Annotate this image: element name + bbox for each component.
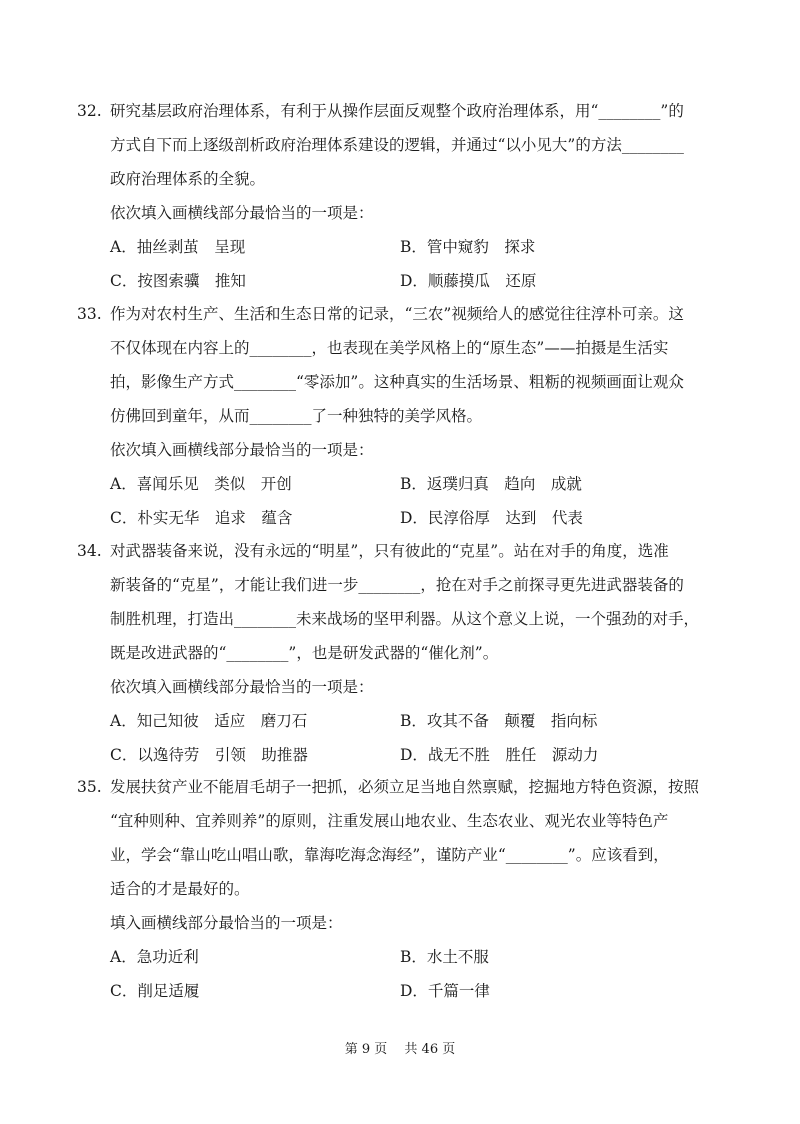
- question-prompt: 填入画横线部分最恰当的一项是：: [110, 914, 343, 932]
- option-a: A．喜闻乐见 类似 开创: [110, 475, 292, 493]
- question-number: 33.: [77, 305, 102, 323]
- question-text-line: 业，学会“靠山吃山唱山歌，靠海吃海念海经”，谨防产业“________”。应该看到，: [110, 846, 669, 864]
- question-number: 34.: [77, 542, 102, 560]
- question-text-line: 政府治理体系的全貌。: [110, 170, 266, 188]
- options-row: [77, 974, 727, 1008]
- option-c: C．朴实无华 追求 蕴含: [110, 509, 293, 527]
- option-b: B．返璞归真 趋向 成就: [400, 475, 582, 493]
- options-row: [77, 467, 727, 501]
- option-a: A．知己知彼 适应 磨刀石: [110, 712, 308, 730]
- option-d: D．千篇一律: [400, 982, 490, 1000]
- question-text-line: 制胜机理，打造出________未来战场的坚甲利器。从这个意义上说，一个强劲的对手，: [110, 610, 700, 628]
- question-prompt: 依次填入画横线部分最恰当的一项是：: [110, 441, 374, 459]
- question-34: [77, 534, 727, 772]
- option-d: D．顺藤摸瓜 还原: [400, 272, 537, 290]
- question-text-line: 不仅体现在内容上的________，也表现在美学风格上的“原生态”——拍摄是生活实: [110, 339, 669, 357]
- question-text-line: 拍，影像生产方式________“零添加”。这种真实的生活场景、粗粝的视频画面让观众: [110, 373, 684, 391]
- option-d: D．民淳俗厚 达到 代表: [400, 509, 583, 527]
- option-b: B．攻其不备 颠覆 指向标: [400, 712, 598, 730]
- option-c: C．按图索骥 推知: [110, 272, 246, 290]
- question-text-line: 发展扶贫产业不能眉毛胡子一把抓，必须立足当地自然禀赋，挖掘地方特色资源，按照: [110, 778, 700, 796]
- question-text-line: 研究基层政府治理体系，有利于从操作层面反观整个政府治理体系，用“________”的: [110, 102, 684, 120]
- options-row: [77, 738, 727, 772]
- question-prompt: 依次填入画横线部分最恰当的一项是：: [110, 678, 374, 696]
- options-row: [77, 704, 727, 738]
- option-b: B．水土不服: [400, 948, 489, 966]
- option-c: C．削足适履: [110, 982, 200, 1000]
- question-text-line: 方式自下而上逐级剖析政府治理体系建设的逻辑，并通过“以小见大”的方法________: [110, 136, 684, 154]
- options-row: [77, 264, 727, 298]
- option-a: A．抽丝剥茧 呈现: [110, 238, 246, 256]
- question-text-line: 既是改进武器的“________”，也是研发武器的“催化剂”。: [110, 644, 499, 662]
- options-row: [77, 940, 727, 974]
- options-row: [77, 501, 727, 535]
- page-footer: 第 9 页 共 46 页: [344, 1042, 456, 1057]
- question-text-line: 作为对农村生产、生活和生态日常的记录，“三农”视频给人的感觉往往淳朴可亲。这: [110, 305, 684, 323]
- question-number: 35.: [77, 778, 102, 796]
- question-text-line: 对武器装备来说，没有永远的“明星”，只有彼此的“克星”。站在对手的角度，选准: [110, 542, 669, 560]
- question-text-line: “宜种则种、宜养则养”的原则，注重发展山地农业、生态农业、观光农业等特色产: [110, 812, 669, 830]
- option-b: B．管中窥豹 探求: [400, 238, 536, 256]
- option-c: C．以逸待劳 引领 助推器: [110, 746, 308, 764]
- question-prompt: 依次填入画横线部分最恰当的一项是：: [110, 204, 374, 222]
- question-text-line: 仿佛回到童年，从而________了一种独特的美学风格。: [110, 407, 483, 425]
- question-35: [77, 770, 727, 1008]
- option-a: A．急功近利: [110, 948, 199, 966]
- question-text-line: 新装备的“克星”，才能让我们进一步________，抢在对手之前探寻更先进武器装备的: [110, 576, 684, 594]
- question-32: [77, 94, 727, 298]
- option-d: D．战无不胜 胜任 源动力: [400, 746, 599, 764]
- question-33: [77, 297, 727, 535]
- options-row: [77, 230, 727, 264]
- question-text-line: 适合的才是最好的。: [110, 880, 250, 898]
- question-number: 32.: [77, 102, 102, 120]
